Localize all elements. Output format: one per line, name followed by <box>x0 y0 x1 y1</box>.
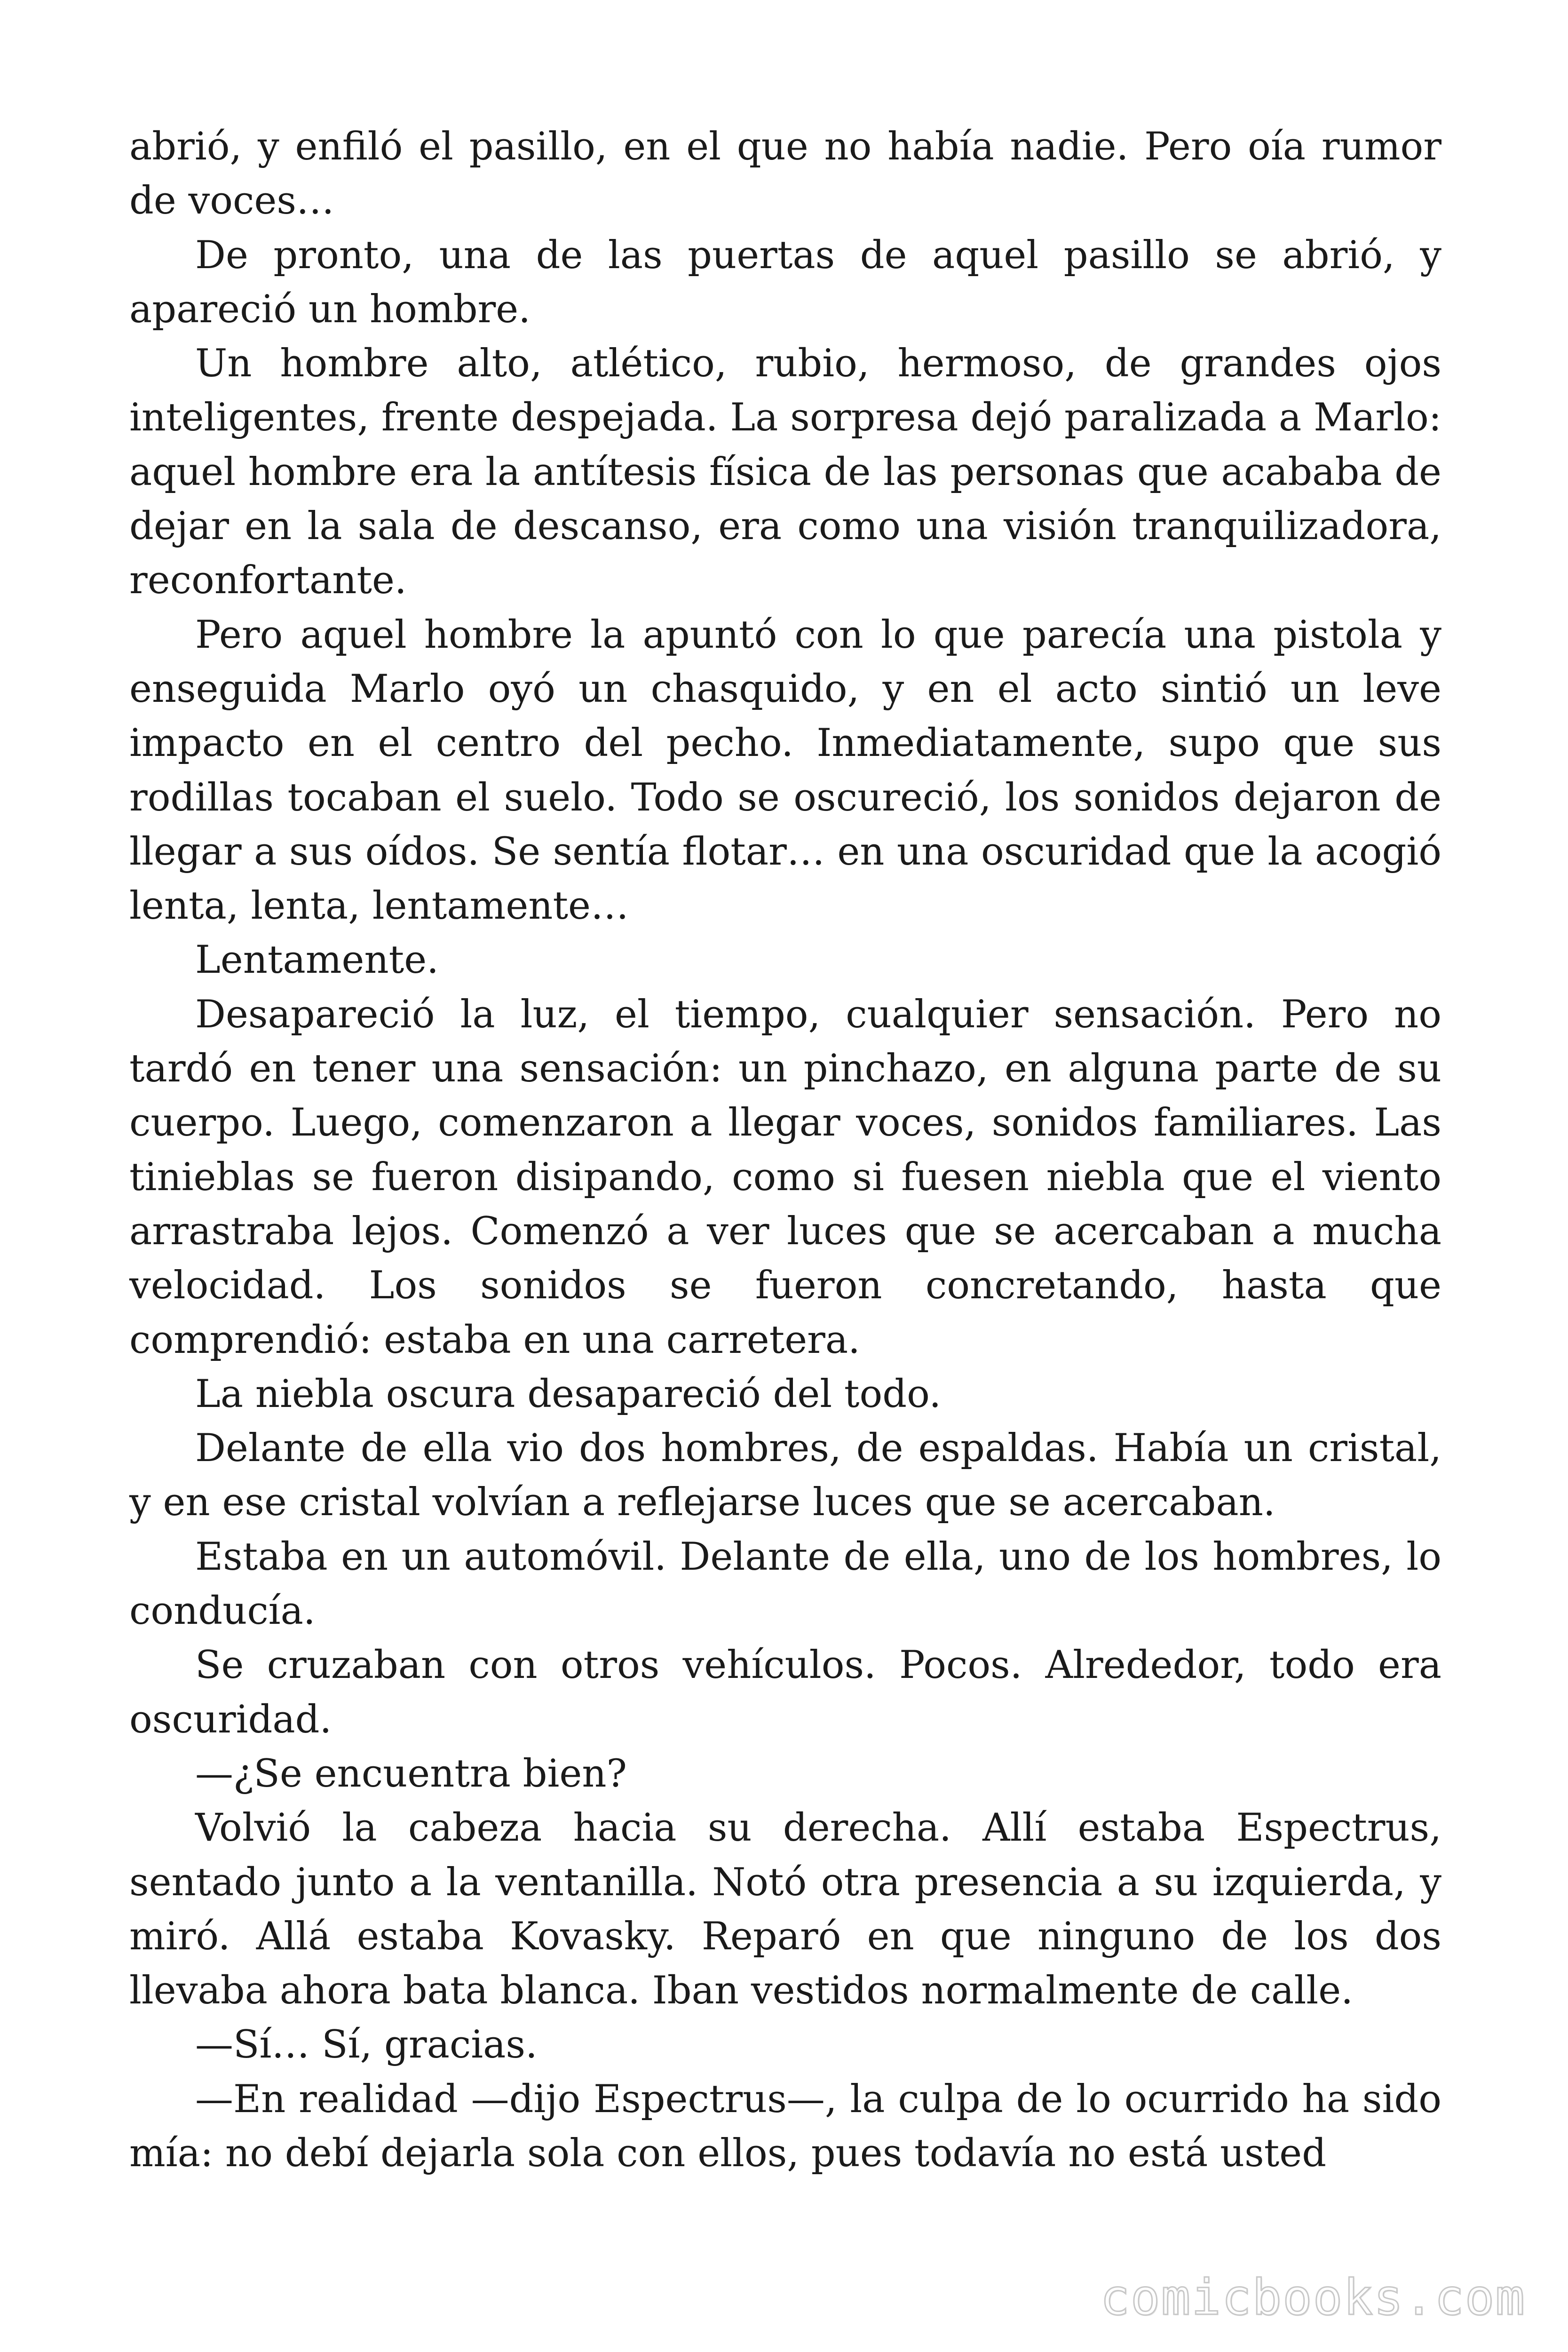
page-text-body <box>129 120 1441 2181</box>
dialogue-line: —Sí… Sí, gracias. <box>195 2023 538 2067</box>
paragraph: abrió, y enfiló el pasillo, en el que no había nadie. Pero oía rumor de voces… <box>129 125 1441 223</box>
paragraph: Desapareció la luz, el tiempo, cualquier sensación. Pero no tardó en tener una sensación: un pinchazo, en alguna parte de su cuerpo. Luego, comenzaron a llegar voces, sonidos familiares. Las tinieblas se fueron disipando, como si fuesen niebla que el viento arrastraba lejos. Comenzó a ver luces que se acercaban a mucha velocidad. Los sonidos se fueron concretando, hasta que comprendió: estaba en una carretera. <box>129 992 1441 1362</box>
paragraph: Delante de ella vio dos hombres, de espaldas. Había un cristal, y en ese cristal volvían a reflejarse luces que se acercaban. <box>129 1426 1441 1525</box>
paragraph: Pero aquel hombre la apuntó con lo que parecía una pistola y enseguida Marlo oyó un chasquido, y en el acto sintió un leve impacto en el centro del pecho. Inmediatamente, supo que sus rodillas tocaban el suelo. Todo se oscureció, los sonidos dejaron de llegar a sus oídos. Se sentía flotar… en una oscuridad que la acogió lenta, lenta, lentamente… <box>129 612 1441 929</box>
paragraph: Lentamente. <box>195 938 439 983</box>
paragraph: La niebla oscura desapareció del todo. <box>195 1372 942 1416</box>
paragraph: Estaba en un automóvil. Delante de ella, uno de los hombres, lo conducía. <box>129 1534 1441 1634</box>
dialogue-line: —¿Se encuentra bien? <box>195 1751 627 1796</box>
paragraph: De pronto, una de las puertas de aquel pasillo se abrió, y apareció un hombre. <box>129 233 1441 332</box>
watermark-logo: comicbooks.com <box>1100 2269 1526 2326</box>
paragraph: Volvió la cabeza hacia su derecha. Allí estaba Espectrus, sentado junto a la ventanilla. Notó otra presencia a su izquierda, y miró. Allá estaba Kovasky. Reparó en que ninguno de los dos llevaba ahora bata blanca. Iban vestidos normalmente de calle. <box>129 1806 1441 2013</box>
paragraph: Se cruzaban con otros vehículos. Pocos. Alrededor, todo era oscuridad. <box>129 1643 1441 1742</box>
paragraph: Un hombre alto, atlético, rubio, hermoso, de grandes ojos inteligentes, frente despejada. La sorpresa dejó paralizada a Marlo: aquel hombre era la antítesis física de las personas que acababa de dejar en la sala de descanso, era como una visión tranquilizadora, reconfortante. <box>129 342 1441 603</box>
dialogue-line: —En realidad —dijo Espectrus—, la culpa de lo ocurrido ha sido mía: no debí dejarla sola con ellos, pues todavía no está usted <box>129 2077 1441 2176</box>
